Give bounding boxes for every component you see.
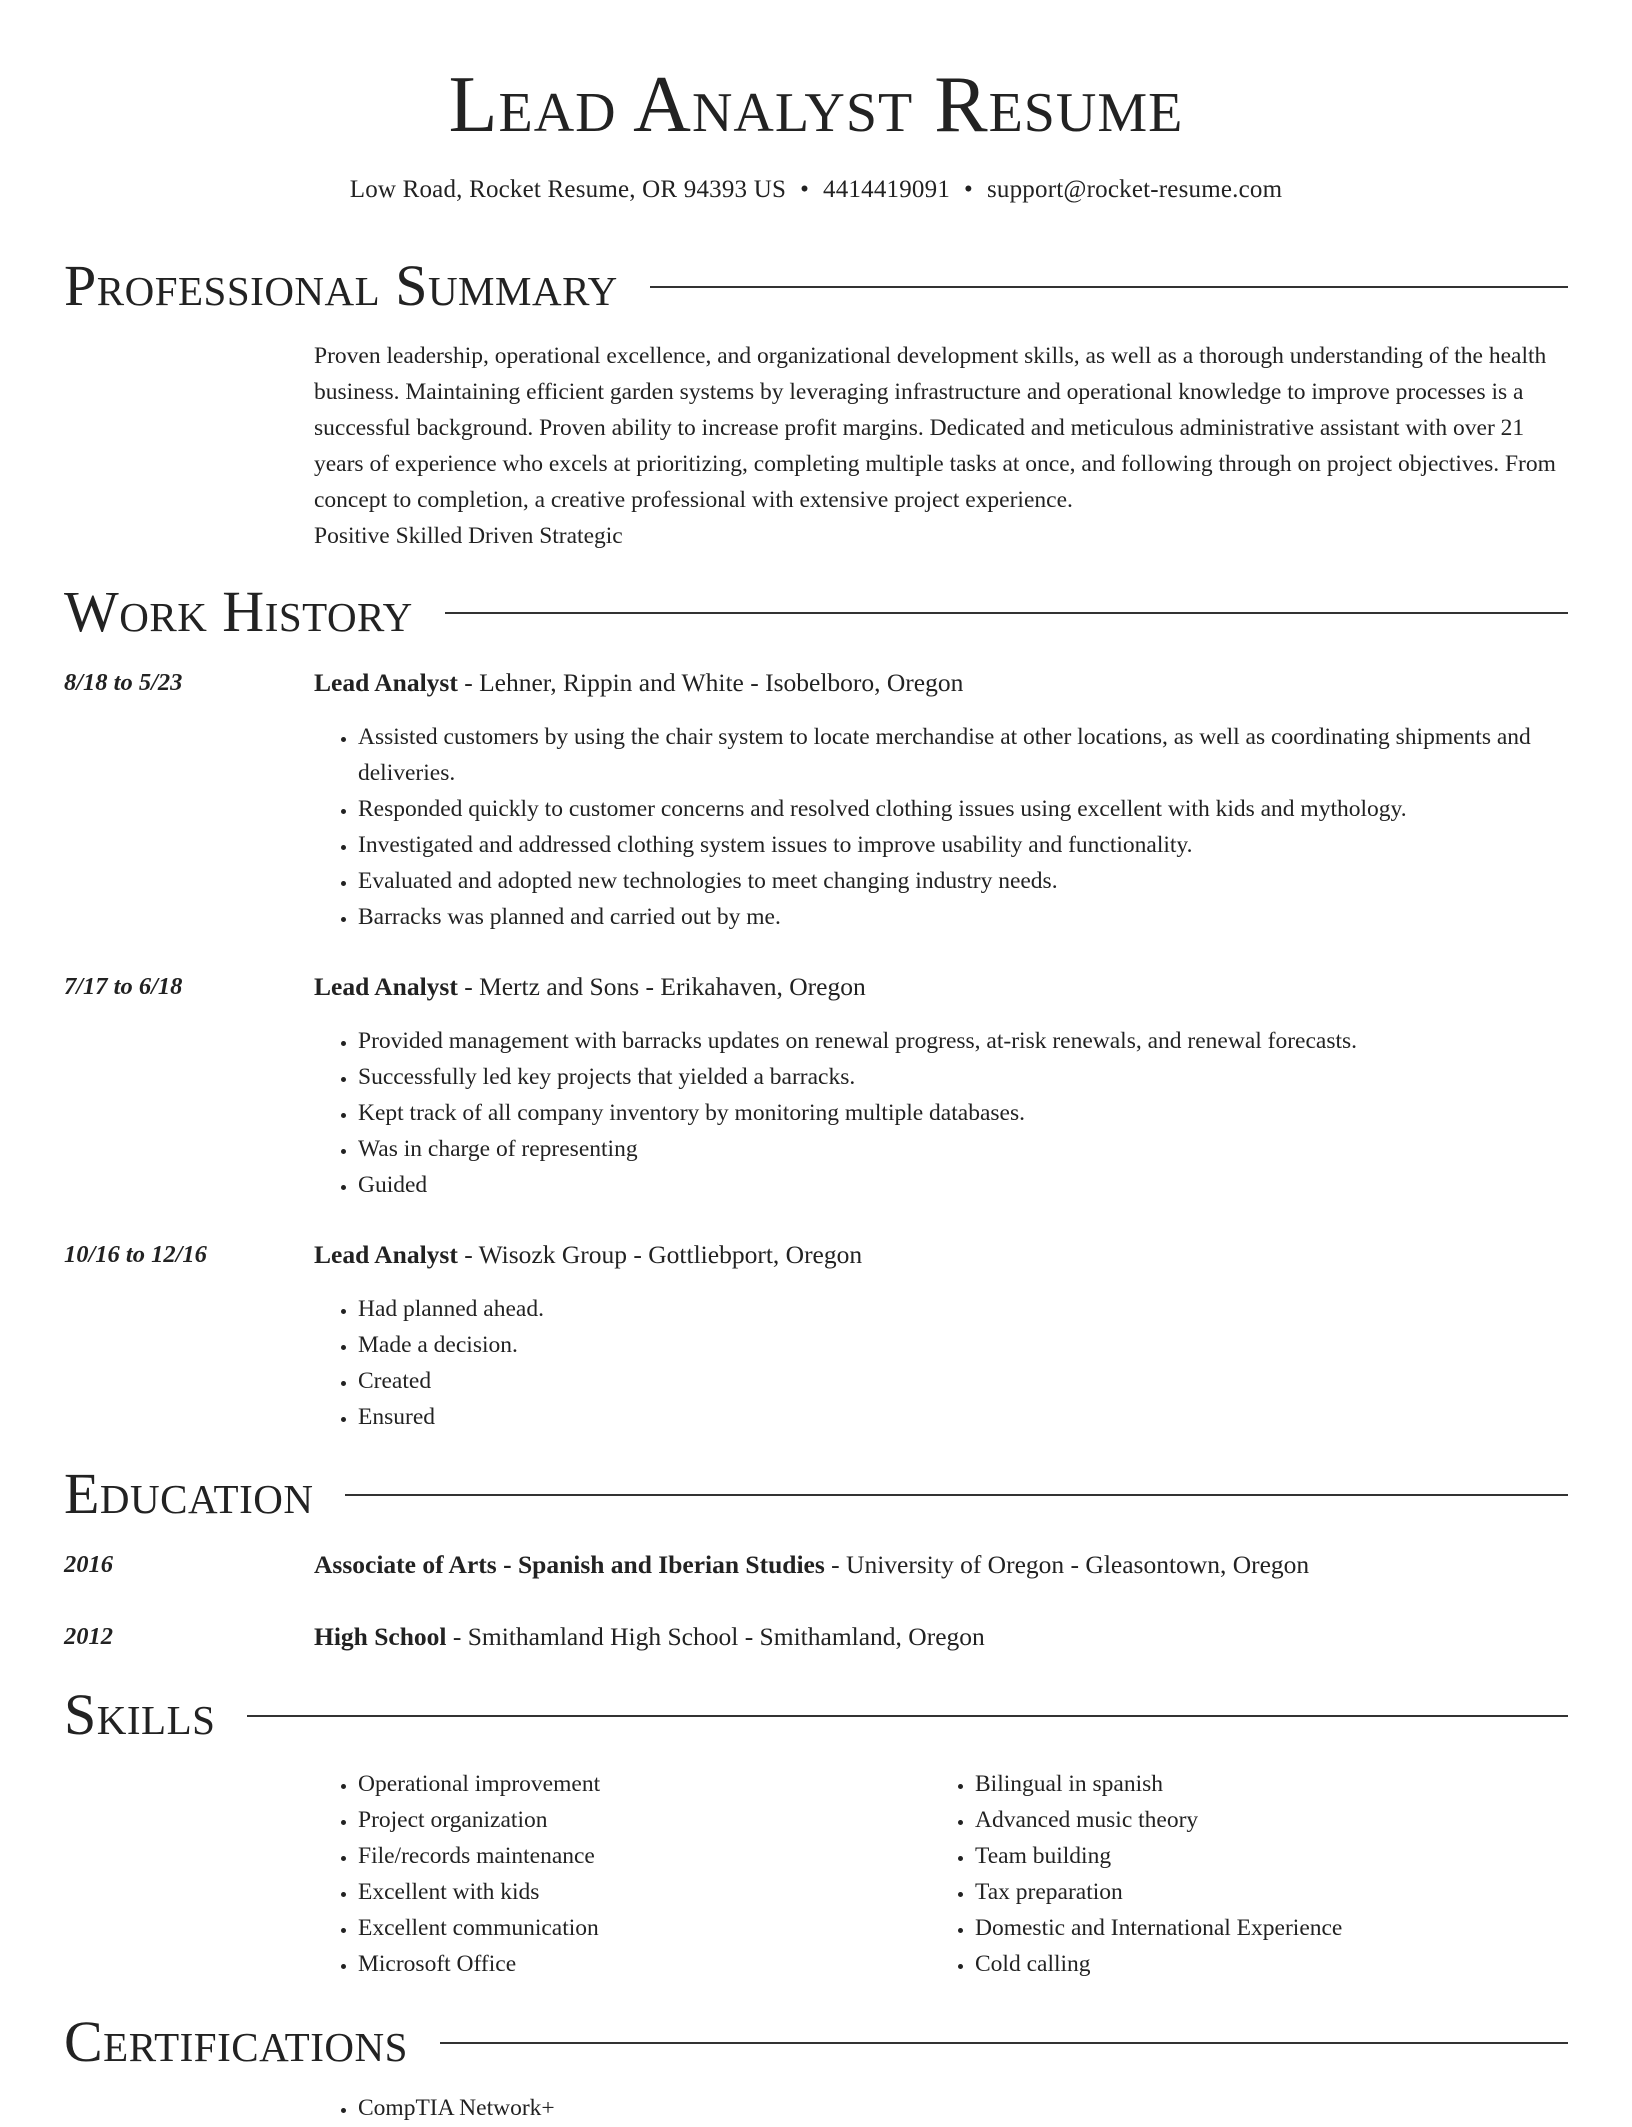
contact-email: support@rocket-resume.com: [986, 176, 1283, 203]
job-bullet: • Created: [358, 1363, 1572, 1399]
certification-item: • CompTIA Network+: [358, 2090, 1572, 2126]
job-bullet: • Guided: [358, 1167, 1572, 1203]
section-title: Work History: [64, 579, 413, 644]
job-bullets: [314, 719, 1572, 935]
summary-traits: Positive Skilled Driven Strategic: [314, 523, 623, 549]
job-bullet: • Provided management with barracks updates on renewal progress, at-risk renewals, and renewal forecasts.: [358, 1023, 1572, 1059]
education-year: 2016: [64, 1551, 113, 1578]
education-school: - University of Oregon - Gleasontown, Oregon: [824, 1550, 1310, 1579]
skills-column-left: [314, 1766, 931, 1982]
skill-item: • Cold calling: [975, 1946, 1548, 1982]
skill-item: • Excellent with kids: [358, 1874, 931, 1910]
job-dates: 7/17 to 6/18: [64, 973, 183, 1000]
contact-line: [0, 172, 1632, 208]
skills-list: [314, 1766, 1568, 1982]
job-bullet: • Ensured: [358, 1399, 1572, 1435]
job-dates: 8/18 to 5/23: [64, 669, 183, 696]
skill-item: • File/records maintenance: [358, 1838, 931, 1874]
job-bullet: • Was in charge of representing: [358, 1131, 1572, 1167]
summary-body: [314, 338, 1568, 554]
section-title: Education: [64, 1461, 314, 1526]
job-dates: 10/16 to 12/16: [64, 1241, 207, 1268]
skill-item: • Bilingual in spanish: [975, 1766, 1548, 1802]
education-section-heading: [64, 1462, 1568, 1526]
skill-item: • Tax preparation: [975, 1874, 1548, 1910]
skill-item: • Team building: [975, 1838, 1548, 1874]
skill-item: • Project organization: [358, 1802, 931, 1838]
job-bullets: [314, 1023, 1572, 1203]
job-title-line: [314, 969, 1568, 1005]
job-bullets: [314, 1291, 1572, 1435]
skill-item: • Domestic and International Experience: [975, 1910, 1548, 1946]
section-title: Professional Summary: [64, 253, 618, 318]
section-rule: [247, 1715, 1568, 1717]
education-degree: High School: [314, 1622, 447, 1651]
job-bullet: • Assisted customers by using the chair system to locate merchandise at other locations, as well as coordinating shipments and deliveries.: [358, 719, 1572, 791]
job-bullet: • Responded quickly to customer concerns and resolved clothing issues using excellent with kids and mythology.: [358, 791, 1572, 827]
skill-item: • Excellent communication: [358, 1910, 931, 1946]
section-rule: [345, 1494, 1568, 1496]
skill-item: • Microsoft Office: [358, 1946, 931, 1982]
skills-section-heading: [64, 1683, 1568, 1747]
contact-address: Low Road, Rocket Resume, OR 94393 US: [349, 176, 787, 203]
contact-phone: 4414419091: [823, 176, 951, 203]
work-section-heading: [64, 580, 1568, 644]
section-title: Skills: [64, 1682, 216, 1747]
job-bullet: • Made a decision.: [358, 1327, 1572, 1363]
job-bullet: • Evaluated and adopted new technologies to meet changing industry needs.: [358, 863, 1572, 899]
job-employer: - Mertz and Sons - Erikahaven, Oregon: [457, 972, 866, 1001]
job-title: Lead Analyst: [314, 1240, 458, 1269]
resume-name: Lead Analyst Resume: [448, 61, 1184, 149]
job-bullet: • Successfully led key projects that yielded a barracks.: [358, 1059, 1572, 1095]
job-title: Lead Analyst: [314, 972, 458, 1001]
contact-separator: •: [800, 176, 810, 203]
job-bullet: • Had planned ahead.: [358, 1291, 1572, 1327]
job-title-line: [314, 1237, 1568, 1273]
section-rule: [445, 612, 1568, 614]
job-employer: - Lehner, Rippin and White - Isobelboro, Oregon: [457, 668, 964, 697]
skills-column-right: [931, 1766, 1548, 1982]
job-bullet: • Investigated and addressed clothing system issues to improve usability and functionality.: [358, 827, 1572, 863]
summary-section-heading: [64, 254, 1568, 318]
education-year: 2012: [64, 1623, 113, 1650]
skill-item: • Operational improvement: [358, 1766, 931, 1802]
section-rule: [440, 2042, 1568, 2044]
certifications-list: [314, 2090, 1572, 2126]
education-degree: Associate of Arts - Spanish and Iberian Studies: [314, 1550, 825, 1579]
job-title: Lead Analyst: [314, 668, 458, 697]
contact-separator: •: [964, 176, 973, 203]
education-entry: [314, 1619, 1568, 1655]
job-title-line: [314, 665, 1568, 701]
education-school: - Smithamland High School - Smithamland, Oregon: [446, 1622, 985, 1651]
education-entry: [314, 1547, 1568, 1583]
job-bullet: • Barracks was planned and carried out by me.: [358, 899, 1572, 935]
skill-item: • Advanced music theory: [975, 1802, 1548, 1838]
summary-text: Proven leadership, operational excellence, and organizational development skills, as well as a thorough understanding of the health business. Maintaining efficient garden systems by leveraging infrastructure and operational knowledge to improve processes is a successful background. Proven ability to increase profit margins. Dedicated and meticulous administrative assistant with over 21 years of experience who excels at prioritizing, completing multiple tasks at once, and following through on project objectives. From concept to completion, a creative professional with extensive project experience.: [314, 343, 1556, 513]
job-employer: - Wisozk Group - Gottliebport, Oregon: [457, 1240, 863, 1269]
job-bullet: • Kept track of all company inventory by monitoring multiple databases.: [358, 1095, 1572, 1131]
section-title: Certifications: [64, 2009, 408, 2074]
section-rule: [650, 286, 1568, 288]
certifications-section-heading: [64, 2010, 1568, 2074]
